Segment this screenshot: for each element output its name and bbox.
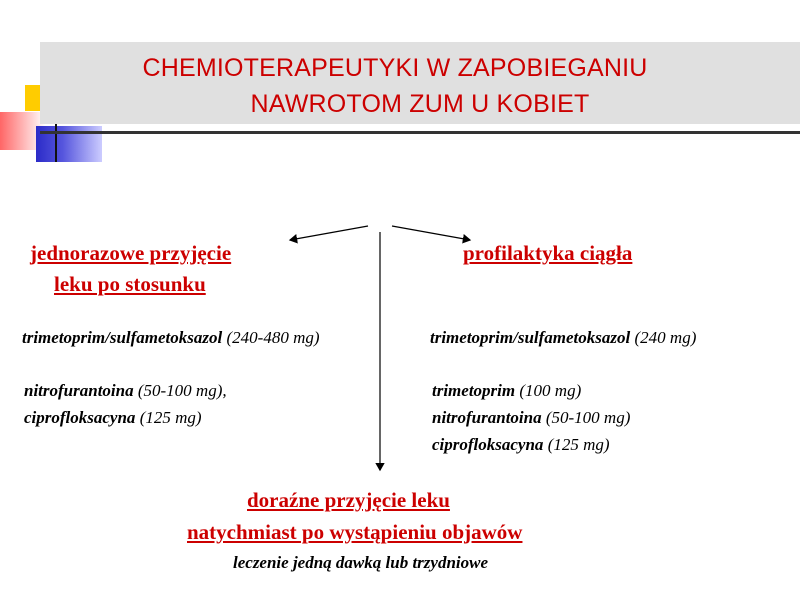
drug-dose: (125 mg) <box>543 435 610 454</box>
left-heading-line2: leku po stosunku <box>54 272 206 296</box>
left-drug-3 <box>24 408 202 428</box>
bottom-heading-line2: natychmiast po wystąpieniu objawów <box>187 520 523 544</box>
drug-dose: (125 mg) <box>135 408 202 427</box>
drug-dose: (100 mg) <box>515 381 582 400</box>
left-drug-2 <box>24 381 227 401</box>
drug-dose: (50-100 mg), <box>133 381 227 400</box>
right-drug-3 <box>432 408 630 428</box>
left-heading-line1: jednorazowe przyjęcie <box>30 241 232 265</box>
arrow-left <box>290 226 368 240</box>
right-drug-1 <box>430 328 696 348</box>
slide-title-line1: CHEMIOTERAPEUTYKI W ZAPOBIEGANIU <box>142 54 648 82</box>
left-drug-1 <box>22 328 320 348</box>
right-drug-4 <box>432 435 610 455</box>
drug-dose: (50-100 mg) <box>541 408 631 427</box>
drug-dose: (240 mg) <box>630 328 697 347</box>
drug-name: trimetoprim/sulfametoksazol <box>430 328 631 347</box>
drug-name: nitrofurantoina <box>24 381 134 400</box>
drug-name: ciprofloksacyna <box>432 435 544 454</box>
drug-name: ciprofloksacyna <box>24 408 136 427</box>
drug-name: trimetoprim/sulfametoksazol <box>22 328 223 347</box>
bottom-heading-line1: doraźne przyjęcie leku <box>247 488 450 512</box>
drug-name: nitrofurantoina <box>432 408 542 427</box>
drug-name: trimetoprim <box>432 381 516 400</box>
slide-title-line2: NAWROTOM ZUM U KOBIET <box>250 90 590 118</box>
bottom-note: leczenie jedną dawką lub trzydniowe <box>233 553 488 572</box>
drug-dose: (240-480 mg) <box>222 328 320 347</box>
right-drug-2 <box>432 381 581 401</box>
right-heading: profilaktyka ciągła <box>463 241 633 265</box>
arrow-right <box>392 226 470 240</box>
